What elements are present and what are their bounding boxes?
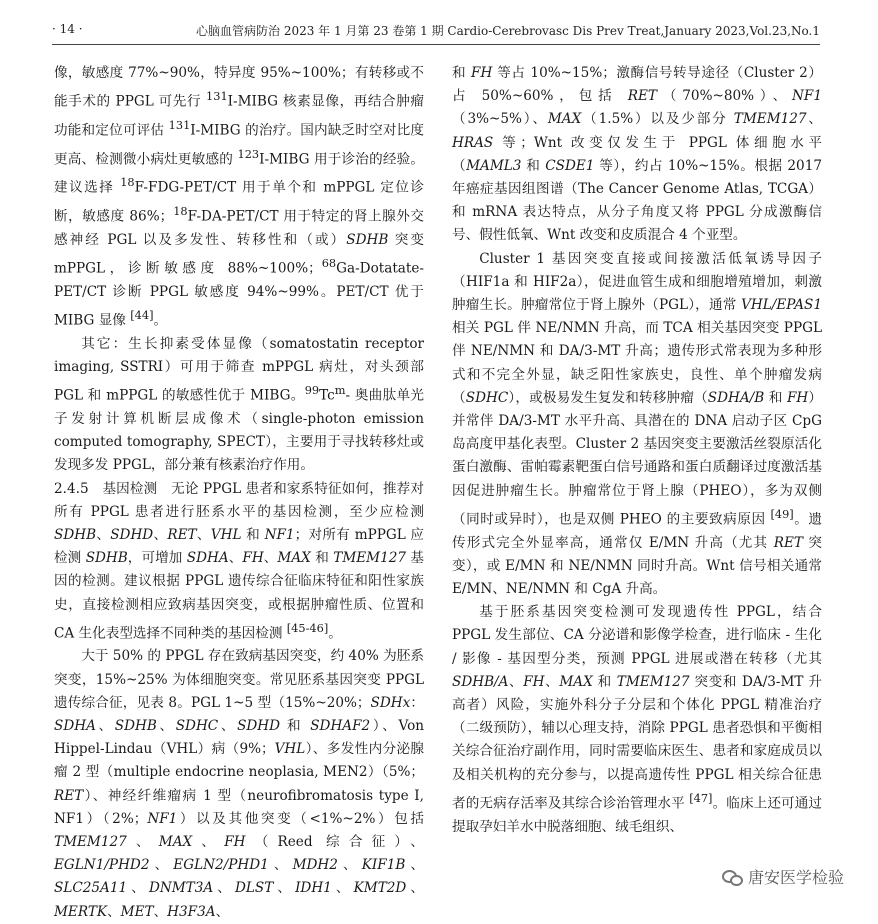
right-column [452, 62, 822, 839]
left-paragraph-3: 2.4.5 基因检测 无论 PPGL 患者和家系特征如何，推荐对所有 PPGL 患者进行胚系水平的基因检测，至少应检测 SDHB、SDHD、RET、VHL 和 NF1；对所有 mPPGL 应检测 SDHB，可增加 SDHA、FH、MAX 和 TMEM127 基因的检测。建议根据 PPGL 遗传综合征临床特征和阳性家族史，直接检测相应致病基因突变，或根据肿瘤性质、位置和 CA 生化表型选择不同种类的基因检测 [45-46]。 [54, 480, 425, 642]
right-paragraph-2: Cluster 1 基因突变直接或间接激活低氧诱导因子（HIF1a 和 HIF2a），促进血管生成和细胞增殖增加，刺激肿瘤生长。肿瘤常位于肾上腺外（PGL），通常 VHL/EPAS1 相关 PGL 伴 NE/NMN 升高，而 TCA 相关基因突变 PPGL 伴 NE/NMN 和 DA/3-MT 升高；遗传形式常表现为多种形式和不完全外显，缺乏阳性家族史，良性、单个肿瘤发病（SDHC），或极易发生复发和转移肿瘤（SDHA/B 和 FH）并常伴 DA/3-MT 水平升高、具潜在的 DNA 启动子区 CpG 岛高度甲基化表型。Cluster 2 基因突变主要激活丝裂原活化蛋白激酶、雷帕霉素靶蛋白信号通路和蛋白质翻译过度激活基因促进肿瘤生长。肿瘤常位于肾上腺（PHEO），多为双侧（同时或异时），也是双侧 PHEO 的主要致病原因 [49]。遗传形式完全外显率高，通常仅 E/MN 升高（尤其 RET 突变），或 E/MN 和 NE/NMN 同时升高。Wnt 信号相关通常 E/MN、NE/NMN 和 CgA 升高。 [452, 250, 823, 597]
watermark-text: 唐安医学检验 [747, 868, 844, 887]
header-rule [52, 44, 820, 45]
left-paragraph-2: 其它：生长抑素受体显像（somatostatin receptor imaging, SSTRI）可用于筛查 mPPGL 病灶，对头颈部 PGL 和 mPPGL 的敏感性优于 MIBG。$^{99}$Tc$^m$- 奥曲肽单光子发射计算机断层成像术（single-photon emission computed tomography, SPECT），主要用于寻找转移灶或发现多发 PPGL，部分兼有核素治疗作用。 [54, 335, 424, 474]
right-paragraph-1: 和 FH 等占 10%~15%；激酶信号转导途径（Cluster 2）占 50%~60%，包括 RET（70%~80%）、NF1（3%~5%）、MAX（1.5%）以及少部分 TMEM127、HRAS 等；Wnt 改变仅发生于 PPGL 体细胞水平（MAML3 和 CSDE1 等），约占 10%~15%。根据 2017 年癌症基因组图谱（The Cancer Genome Atlas, TCGA）和 mRNA 表达特点，从分子角度又将 PPGL 分成激酶信号、假性低氧、Wnt 改变和皮质混合 4 个亚型。 [452, 65, 823, 244]
wechat-icon [722, 869, 742, 885]
left-column [54, 62, 424, 924]
running-title: 心脑血管病防治 2023 年 1 月第 23 卷第 1 期 Cardio-Cerebrovasc Dis Prev Treat,January 2023,Vol.23,No.1 [196, 24, 820, 38]
watermark [716, 863, 850, 890]
page-number: · 14 · [52, 22, 83, 36]
right-paragraph-3: 基于胚系基因突变检测可发现遗传性 PPGL，结合 PPGL 发生部位、CA 分泌谱和影像学检查，进行临床 - 生化 / 影像 - 基因型分类，预测 PPGL 进展或潜在转移（尤其 SDHB/A、FH、MAX 和 TMEM127 突变和 DA/3-MT 升高者）风险，实施外科分子分层和个体化 PPGL 精准治疗（二级预防），辅以心理支持，消除 PPGL 患者恐惧和平衡相关综合征治疗副作用，同时需要临床医生、患者和家庭成员以及相关机构的充分参与，以提高遗传性 PPGL 相关综合征患者的无病存活率及其综合诊治管理水平 [47]。临床上还可通过提取孕妇羊水中脱落细胞、绒毛组织、 [452, 604, 823, 835]
page-header [0, 0, 878, 40]
left-paragraph-4: 大于 50% 的 PPGL 存在致病基因突变，约 40% 为胚系突变，15%~25% 为体细胞突变。常见胚系基因突变 PPGL 遗传综合征，见表 8。PGL 1~5 型（15%~20%；SDHx：SDHA、SDHB、SDHC、SDHD 和 SDHAF2）、Von Hippel-Lindau（VHL）病（9%；VHL）、多发性内分泌腺瘤 2 型（multiple endocrine neoplasia, MEN2）（5%；RET）、神经纤维瘤病 1 型（neurofibromatosis type I, NF1）（2%；NF1）以及其他突变（<1%~2%）包括 TMEM127、MAX、FH（Reed 综合征）、EGLN1/PHD2、EGLN2/PHD1、MDH2、KIF1B、SLC25A11、DNMT3A、DLST、IDH1、KMT2D、MERTK、MET、H3F3A、 [54, 648, 425, 920]
left-paragraph-1: 像，敏感度 77%~90%，特异度 95%~100%；有转移或不能手术的 PPGL 可先行 $^{131}$I-MIBG 核素显像，再结合肿瘤功能和定位可评估 $^{131}$I-MIBG 的治疗。国内缺乏时空对比度更高、检测微小病灶更敏感的 $^{123}$I-MIBG 用于诊治的经验。建议选择 $^{18}$F-FDG-PET/CT 用于单个和 mPPGL 定位诊断，敏感度 86%；$^{18}$F-DA-PET/CT 用于特定的肾上腺外交感神经 PGL 以及多发性、转移性和（或）SDHB 突变 mPPGL，诊断敏感度 88%~100%；$^{68}$Ga-Dotatate-PET/CT 诊断 PPGL 敏感度 94%~99%。PET/CT 优于 MIBG 显像 [44]。 [54, 65, 424, 329]
